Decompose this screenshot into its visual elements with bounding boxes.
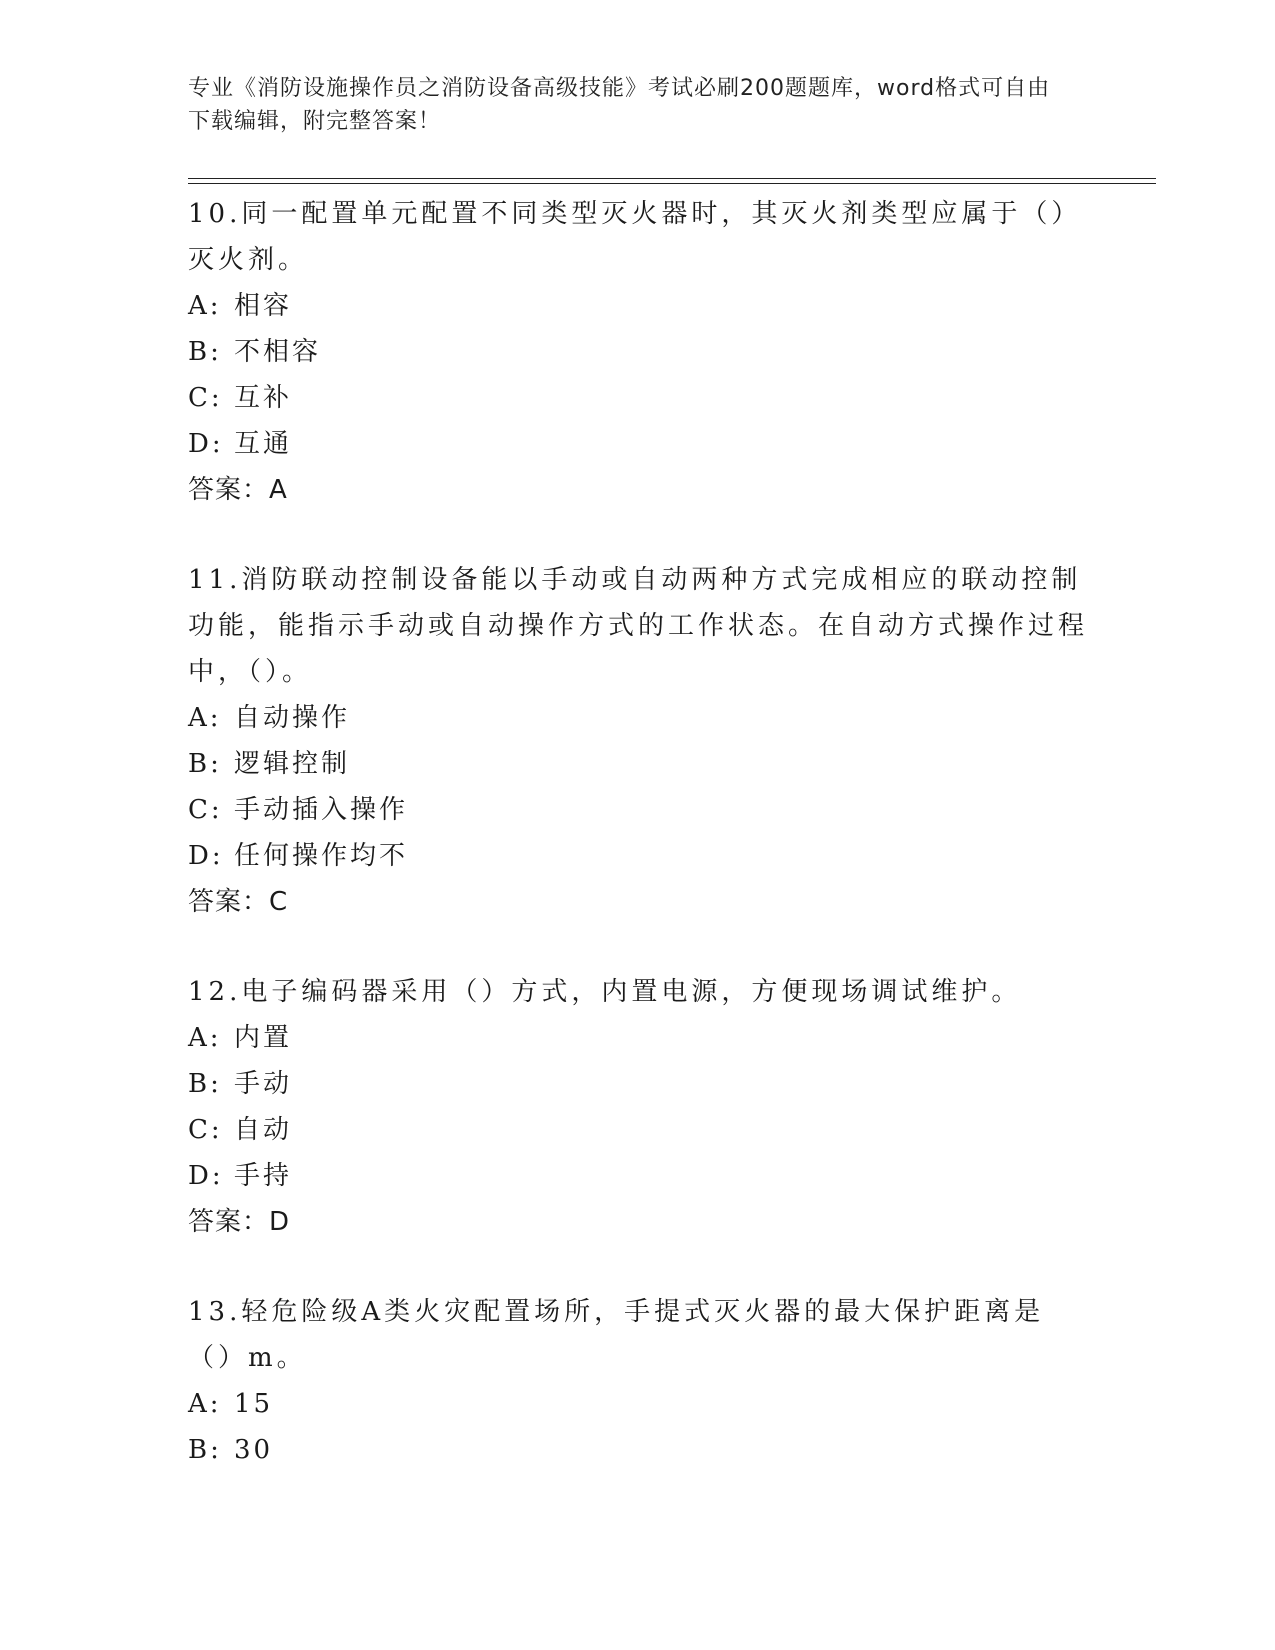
option-label: 相容	[234, 291, 293, 321]
option-label: 手持	[234, 1161, 293, 1191]
option-label: 逻辑控制	[234, 749, 351, 779]
option-b	[188, 1061, 1088, 1107]
question-text: 10.同一配置单元配置不同类型灭火器时，其灭火剂类型应属于（）灭火剂。	[188, 199, 1082, 275]
option-key: C:	[188, 795, 223, 825]
option-c	[188, 375, 1088, 421]
option-key: D:	[188, 429, 224, 459]
option-key: B:	[188, 337, 222, 367]
option-label: 互补	[234, 383, 293, 413]
option-label: 30	[234, 1435, 274, 1465]
option-key: B:	[188, 1069, 222, 1099]
option-key: B:	[188, 1435, 222, 1465]
option-a	[188, 1015, 1088, 1061]
option-key: B:	[188, 749, 222, 779]
option-key: D:	[188, 841, 224, 871]
option-label: 15	[234, 1389, 274, 1419]
option-label: 内置	[234, 1023, 293, 1053]
option-key: A:	[188, 1023, 222, 1053]
question-12	[188, 969, 1088, 1245]
answer-text: 答案：A	[188, 475, 288, 505]
option-b	[188, 1427, 1088, 1473]
question-text: 13.轻危险级A类火灾配置场所，手提式灭火器的最大保护距离是（）m。	[188, 1297, 1045, 1373]
option-d	[188, 833, 1088, 879]
question-13	[188, 1289, 1088, 1473]
option-key: C:	[188, 1115, 223, 1145]
option-label: 手动插入操作	[234, 795, 409, 825]
option-label: 不相容	[234, 337, 322, 367]
option-key: A:	[188, 291, 222, 321]
question-list	[188, 191, 1088, 1517]
option-c	[188, 787, 1088, 833]
question-text: 11.消防联动控制设备能以手动或自动两种方式完成相应的联动控制功能，能指示手动或自动操作方式的工作状态。在自动方式操作过程中，（）。	[188, 565, 1089, 687]
option-label: 自动	[234, 1115, 293, 1145]
option-label: 互通	[234, 429, 293, 459]
document-header: 专业《消防设施操作员之消防设备高级技能》考试必刷200题题库，word格式可自由下载编辑，附完整答案！	[188, 76, 1051, 134]
option-d	[188, 421, 1088, 467]
option-key: C:	[188, 383, 223, 413]
answer-text: 答案：D	[188, 1207, 291, 1237]
option-key: D:	[188, 1161, 224, 1191]
option-c	[188, 1107, 1088, 1153]
option-a	[188, 283, 1088, 329]
header-rule-bottom	[188, 183, 1156, 184]
option-label: 自动操作	[234, 703, 351, 733]
question-text: 12.电子编码器采用（）方式，内置电源，方便现场调试维护。	[188, 977, 1022, 1007]
option-key: A:	[188, 703, 222, 733]
option-key: A:	[188, 1389, 222, 1419]
answer-text: 答案：C	[188, 887, 289, 917]
option-label: 手动	[234, 1069, 293, 1099]
option-b	[188, 741, 1088, 787]
option-a	[188, 1381, 1088, 1427]
question-11	[188, 557, 1088, 925]
option-b	[188, 329, 1088, 375]
header-rule-top	[188, 178, 1156, 179]
option-a	[188, 695, 1088, 741]
question-10	[188, 191, 1088, 513]
option-label: 任何操作均不	[234, 841, 409, 871]
option-d	[188, 1153, 1088, 1199]
